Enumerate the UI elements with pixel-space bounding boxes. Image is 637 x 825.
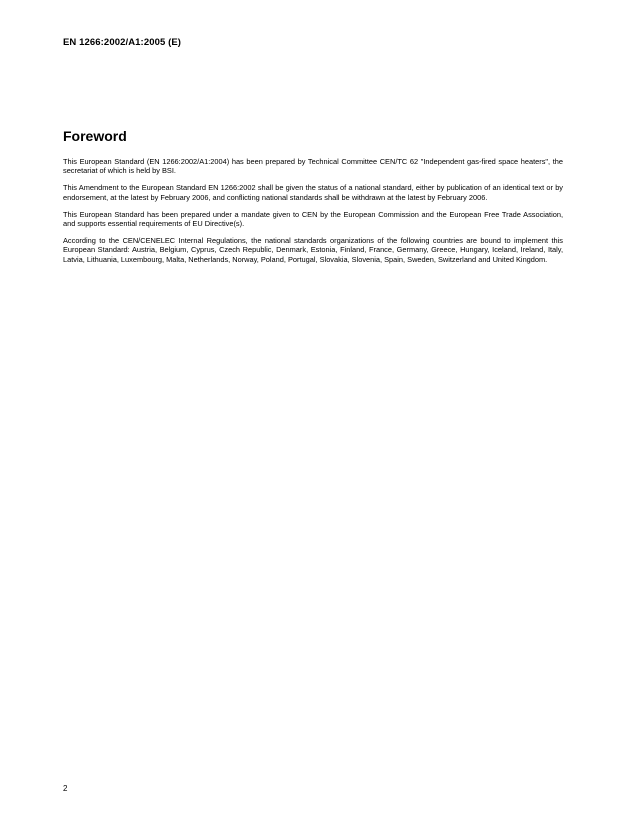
page-number: 2 bbox=[63, 784, 68, 793]
paragraph-technical-committee: This European Standard (EN 1266:2002/A1:2004) has been prepared by Technical Committee CEN/TC 62 "Independent gas-fired space heaters", the secretariat of which is held by BSI. bbox=[63, 157, 563, 176]
page-title: Foreword bbox=[63, 128, 127, 144]
paragraph-member-countries: According to the CEN/CENELEC Internal Regulations, the national standards organizations of the following countries are bound to implement this European Standard: Austria, Belgium, Cyprus, Czech Republic, Denmark, Estonia, Finland, France, Germany, Greece, Hungary, Iceland, Ireland, Italy, Latvia, Lithuania, Luxembourg, Malta, Netherlands, Norway, Poland, Portugal, Slovakia, Slovenia, Spain, Sweden, Switzerland and United Kingdom. bbox=[63, 236, 563, 264]
foreword-body bbox=[63, 157, 563, 272]
paragraph-mandate: This European Standard has been prepared under a mandate given to CEN by the European Commission and the European Free Trade Association, and supports essential requirements of EU Directive(s). bbox=[63, 209, 563, 229]
paragraph-national-status: This Amendment to the European Standard EN 1266:2002 shall be given the status of a national standard, either by publication of an identical text or by endorsement, at the latest by February 2006, and conflicting national standards shall be withdrawn at the latest by February 2006. bbox=[63, 183, 563, 202]
document-reference: EN 1266:2002/A1:2005 (E) bbox=[63, 37, 182, 48]
